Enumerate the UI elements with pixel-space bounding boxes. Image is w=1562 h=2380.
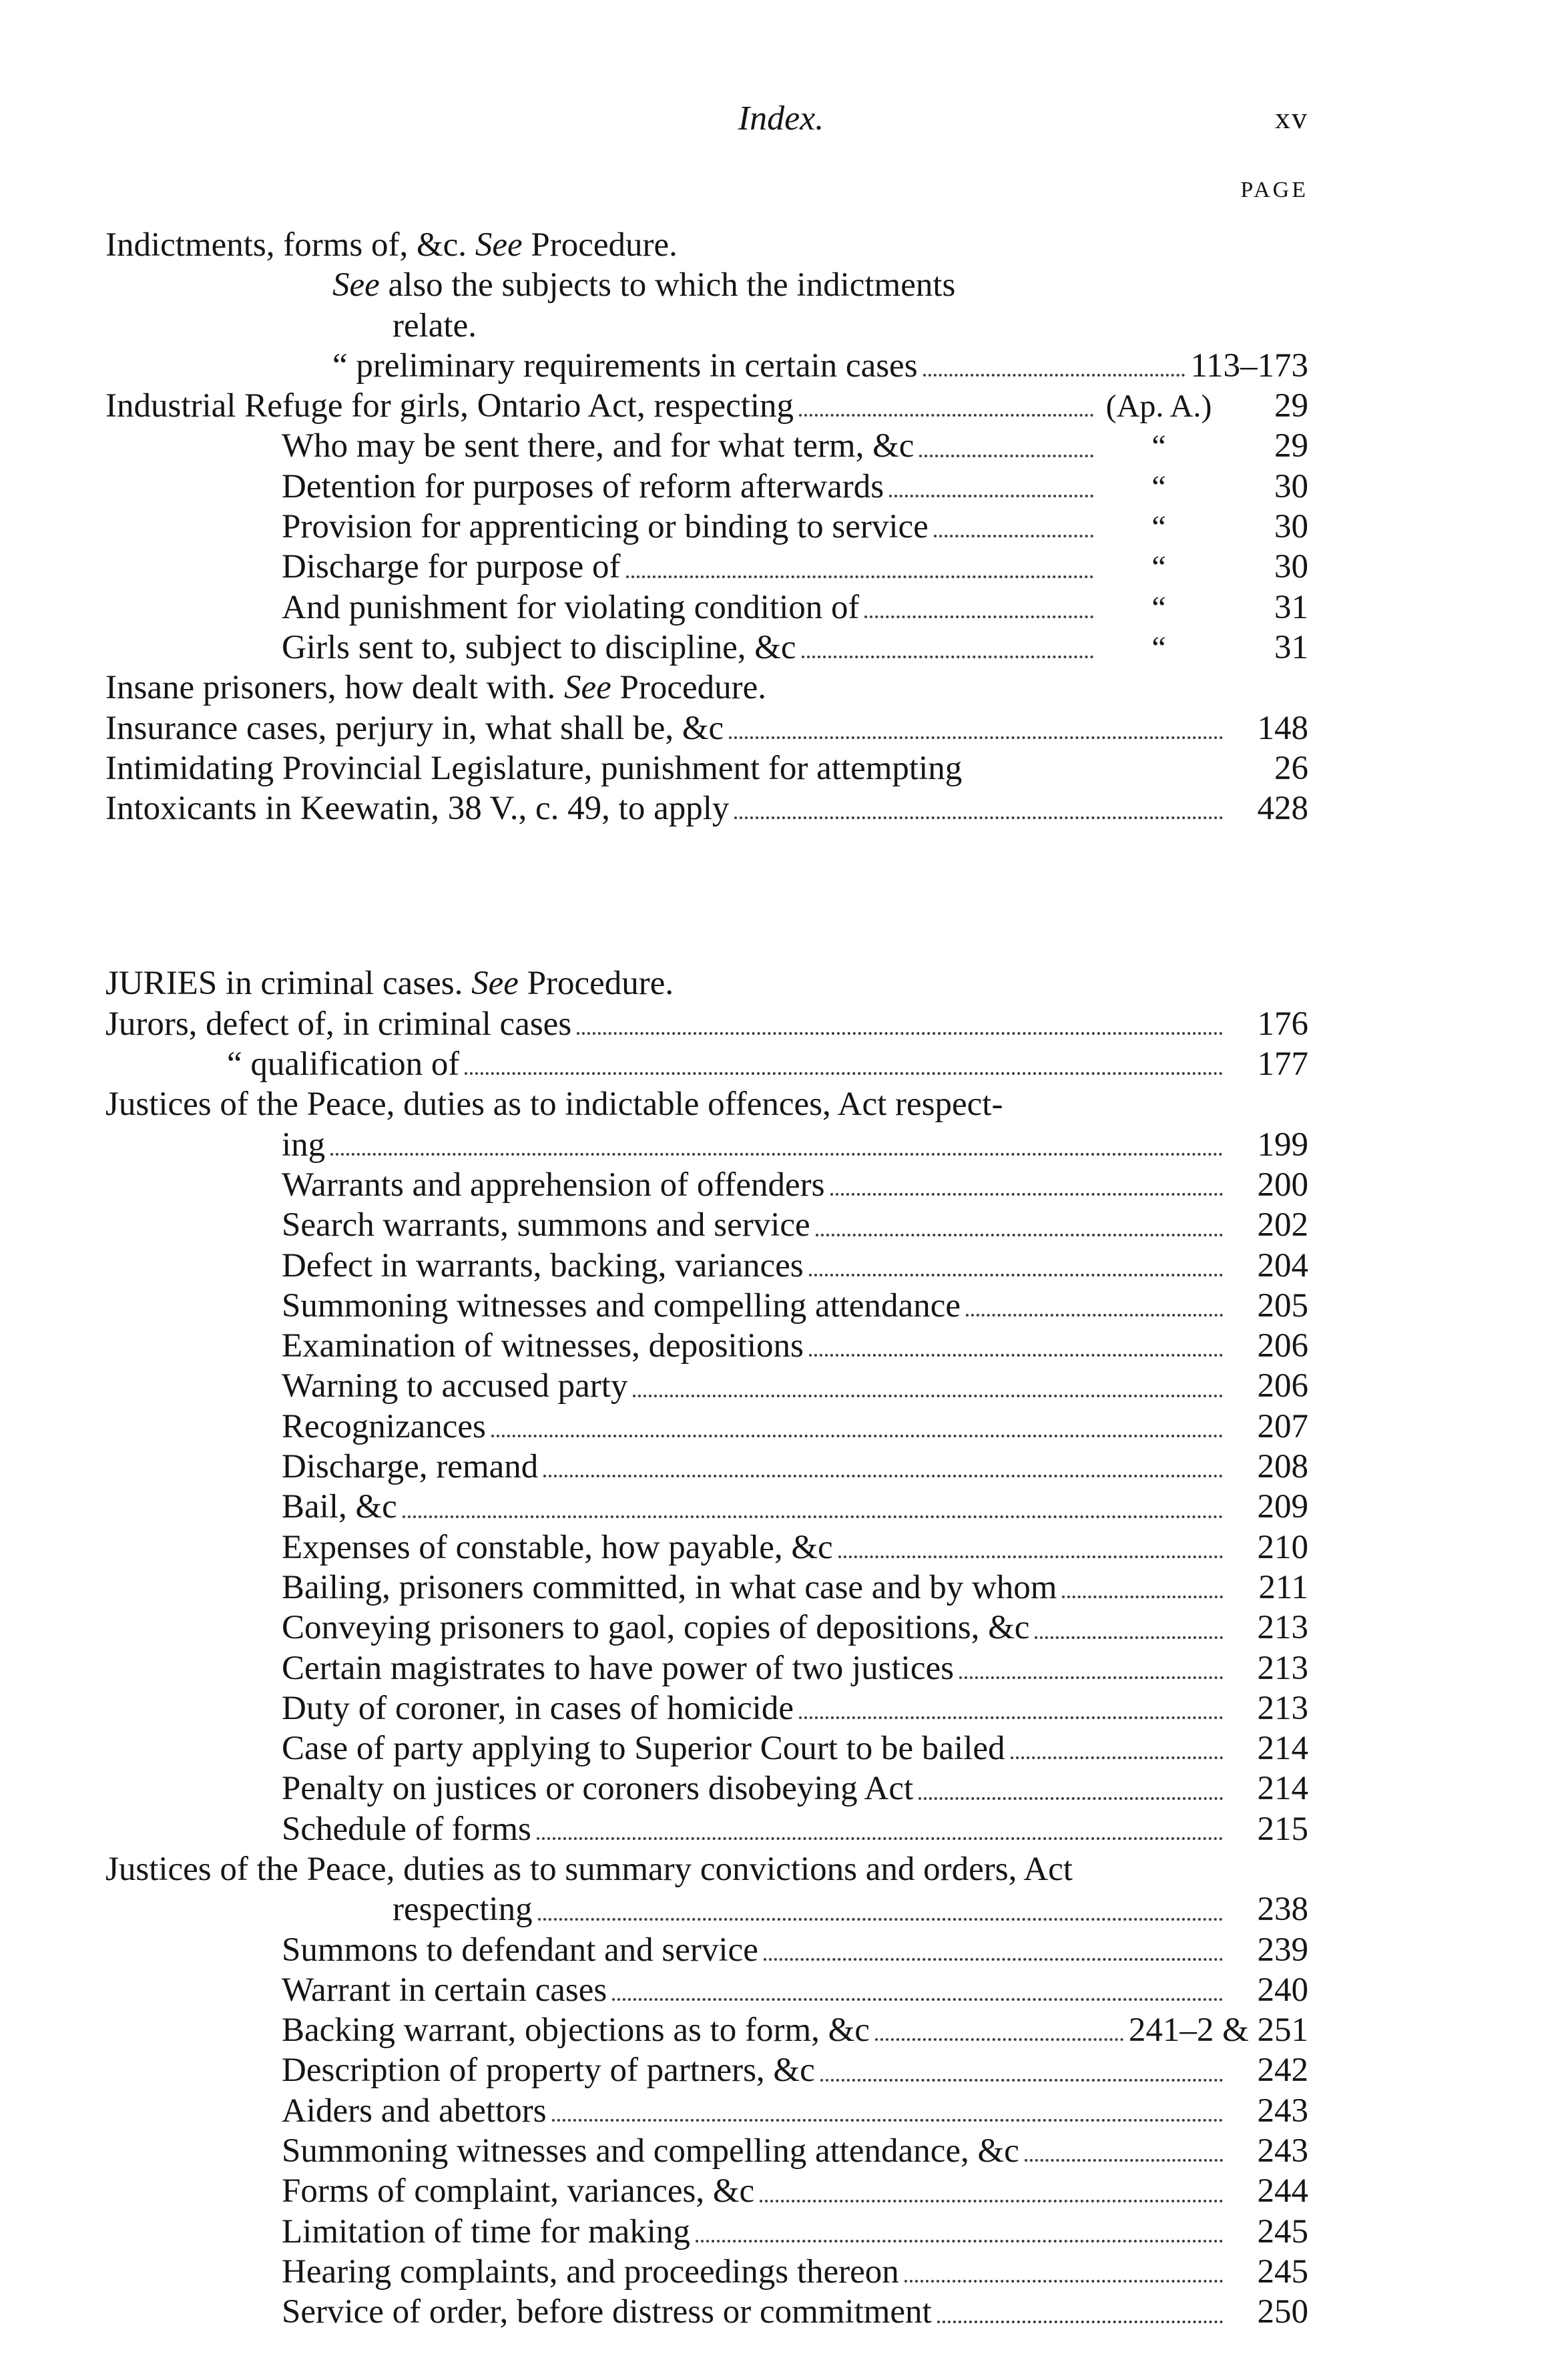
dot-leader — [1035, 1636, 1223, 1639]
entry-heading: Defect in warrants, backing, variances — [282, 1246, 804, 1284]
entry-heading: relate. — [393, 306, 477, 344]
dot-leader — [612, 1998, 1223, 2001]
dot-leader — [809, 1274, 1223, 1276]
dot-leader — [809, 1354, 1223, 1357]
entry-text — [282, 2050, 815, 2090]
dot-leader — [543, 1475, 1223, 1477]
dot-leader — [403, 1515, 1223, 1518]
index-entry — [105, 1849, 1308, 1889]
entry-text — [282, 1568, 1057, 1608]
entry-heading: Conveying prisoners to gaol, copies of depositions, &c — [282, 1609, 1030, 1647]
dot-leader — [937, 2321, 1223, 2323]
entry-heading: Warrant in certain cases — [282, 1971, 607, 2009]
entry-text — [282, 1326, 804, 1366]
index-entry — [105, 1044, 1308, 1084]
entry-page-number: 214 — [1257, 1730, 1308, 1768]
dot-leader — [734, 816, 1223, 819]
entry-page-number: 30 — [1274, 548, 1308, 586]
dot-leader — [1062, 1596, 1223, 1598]
entry-heading: respecting — [393, 1891, 533, 1929]
dot-leader — [919, 1797, 1223, 1800]
entry-page-number: 30 — [1274, 508, 1308, 546]
entry-text — [105, 225, 678, 265]
index-entry — [105, 346, 1308, 386]
entry-heading: Warning to accused party — [282, 1367, 628, 1405]
entry-page-number: 213 — [1257, 1649, 1308, 1687]
entry-page-number: 244 — [1257, 2172, 1308, 2210]
dot-leader — [904, 2280, 1223, 2283]
entry-heading: Indictments, forms of, &c. — [105, 226, 467, 264]
entry-text — [282, 1366, 627, 1406]
entry-text — [282, 1809, 531, 1849]
entry-heading: Schedule of forms — [282, 1810, 531, 1848]
index-entry — [105, 1889, 1308, 1929]
entry-text — [282, 1930, 758, 1970]
entry-text — [105, 668, 766, 708]
index-entry — [105, 386, 1308, 426]
entry-page-number: 202 — [1257, 1206, 1308, 1244]
entry-page-number: 31 — [1274, 628, 1308, 666]
entry-heading: Discharge, remand — [282, 1448, 539, 1486]
index-entry — [105, 1125, 1308, 1165]
entry-heading: Provision for apprenticing or binding to service — [282, 508, 929, 546]
entry-text — [282, 467, 884, 507]
see-reference: See — [563, 669, 611, 707]
entry-page-number: 206 — [1257, 1327, 1308, 1365]
index-entry — [105, 1004, 1308, 1044]
index-entry — [105, 1930, 1308, 1970]
entry-heading: Jurors, defect of, in criminal cases — [105, 1005, 572, 1043]
entry-heading: And punishment for violating condition of — [282, 588, 860, 626]
dot-leader — [919, 455, 1093, 457]
entry-page-number: 243 — [1257, 2132, 1308, 2170]
entry-page-number: 239 — [1257, 1931, 1308, 1969]
entry-page-number: 31 — [1274, 588, 1308, 626]
entry-heading: Intoxicants in Keewatin, 38 V., c. 49, to apply — [105, 790, 730, 828]
entry-heading: Aiders and abettors — [282, 2092, 547, 2130]
entry-text — [282, 2171, 754, 2211]
entry-page-number: 245 — [1257, 2212, 1308, 2250]
entry-page-number: 238 — [1257, 1891, 1308, 1929]
entry-page-number: 250 — [1257, 2293, 1308, 2331]
entry-heading: Summoning witnesses and compelling attendance — [282, 1286, 961, 1325]
dot-leader — [802, 656, 1093, 658]
entry-text — [282, 507, 929, 547]
appendix-reference: “ — [1151, 549, 1166, 585]
entry-text — [105, 963, 674, 1003]
entry-text — [105, 748, 962, 788]
index-entry — [105, 1688, 1308, 1728]
index-entry — [105, 426, 1308, 466]
entry-text — [105, 788, 729, 828]
entry-page-number: 113–173 — [1190, 346, 1308, 385]
entry-page-number: 207 — [1257, 1407, 1308, 1445]
entry-text — [282, 1447, 538, 1487]
index-entry — [105, 507, 1308, 547]
entry-text — [282, 1286, 961, 1326]
index-entry — [105, 1768, 1308, 1809]
index-entry — [105, 1084, 1308, 1124]
entry-heading: Recognizances — [282, 1407, 486, 1445]
entry-heading: Summoning witnesses and compelling attendance, &c — [282, 2132, 1019, 2170]
entry-heading: Summons to defendant and service — [282, 1931, 758, 1969]
index-entry — [105, 1608, 1308, 1648]
dot-leader — [830, 1193, 1224, 1196]
entry-heading: Bailing, prisoners committed, in what case and by whom — [282, 1568, 1057, 1606]
dot-leader — [838, 1556, 1223, 1558]
index-entry — [105, 2212, 1308, 2252]
appendix-reference: “ — [1151, 469, 1166, 505]
entry-heading: Backing warrant, objections as to form, &c — [282, 2011, 870, 2050]
entry-text — [282, 2252, 899, 2292]
dot-leader — [760, 2200, 1223, 2202]
dot-leader — [799, 1716, 1223, 1719]
index-entry — [105, 1286, 1308, 1326]
entry-text — [282, 426, 914, 466]
entry-page-number: 29 — [1274, 387, 1308, 425]
entry-text — [282, 1205, 810, 1245]
entry-page-number: 30 — [1274, 467, 1308, 505]
see-target: Procedure. — [527, 965, 674, 1003]
index-entry — [105, 306, 1308, 346]
entry-text — [393, 1889, 533, 1929]
index-entry — [105, 1447, 1308, 1487]
entry-text — [105, 386, 794, 426]
entry-text — [282, 1246, 804, 1286]
dot-leader — [538, 1918, 1223, 1921]
index-entry — [105, 1366, 1308, 1406]
entry-text — [227, 1044, 459, 1084]
dot-leader — [959, 1676, 1223, 1679]
entry-heading: Discharge for purpose of — [282, 548, 621, 586]
entry-heading: Examination of witnesses, depositions — [282, 1327, 804, 1365]
index-entry — [105, 1407, 1308, 1447]
running-title: Index. — [738, 99, 824, 138]
index-entry — [105, 225, 1308, 265]
index-entry — [105, 668, 1308, 708]
dot-leader — [633, 1395, 1223, 1397]
entry-text — [282, 628, 796, 668]
dot-leader — [875, 2038, 1123, 2041]
appendix-reference: (Ap. A.) — [1105, 389, 1212, 425]
index-entry — [105, 1568, 1308, 1608]
entry-page-number: 200 — [1257, 1166, 1308, 1204]
entry-text — [282, 1648, 954, 1688]
entry-text — [282, 2212, 690, 2252]
entry-page-number: 215 — [1257, 1810, 1308, 1848]
entry-heading: Forms of complaint, variances, &c — [282, 2172, 755, 2210]
dot-leader — [864, 616, 1093, 618]
dot-leader — [491, 1435, 1223, 1437]
entry-text — [105, 1004, 571, 1044]
see-reference: See — [332, 266, 380, 304]
index-entry — [105, 1165, 1308, 1205]
entry-text — [282, 1728, 1005, 1768]
index-entry — [105, 265, 1308, 305]
dot-leader — [820, 2079, 1223, 2082]
index-entry — [105, 2252, 1308, 2292]
dot-leader — [626, 575, 1094, 578]
page-column-label: PAGE — [1240, 178, 1308, 202]
entry-heading: Duty of coroner, in cases of homicide — [282, 1689, 794, 1727]
dot-leader — [1011, 1756, 1223, 1759]
appendix-reference: “ — [1151, 509, 1166, 545]
entry-heading: Justices of the Peace, duties as to summary convictions and orders, Act — [105, 1850, 1073, 1888]
dot-leader — [934, 535, 1093, 537]
dot-leader — [816, 1234, 1223, 1236]
entry-heading: Insane prisoners, how dealt with. — [105, 669, 556, 707]
index-entry — [105, 2171, 1308, 2211]
index-entry — [105, 1648, 1308, 1688]
appendix-reference: “ — [1151, 630, 1166, 666]
entry-page-number: 211 — [1258, 1568, 1308, 1606]
dot-leader — [465, 1072, 1223, 1075]
appendix-reference: “ — [1151, 589, 1166, 626]
entry-text — [282, 2091, 547, 2131]
entry-page-number: 243 — [1257, 2092, 1308, 2130]
entry-page-number: 206 — [1257, 1367, 1308, 1405]
index-entry — [105, 788, 1308, 828]
index-entry — [105, 963, 1308, 1003]
index-entry — [105, 2010, 1308, 2050]
entry-page-number: 205 — [1257, 1286, 1308, 1325]
entry-text — [105, 708, 724, 748]
index-entry — [105, 1728, 1308, 1768]
index-entry — [105, 708, 1308, 748]
entry-text — [282, 2131, 1019, 2171]
entry-heading: JURIES in criminal cases. — [105, 965, 463, 1003]
index-entries — [105, 225, 1308, 2333]
entry-heading: “ preliminary requirements in certain cases — [332, 346, 918, 385]
entry-heading: Warrants and apprehension of offenders — [282, 1166, 825, 1204]
entry-text — [282, 1165, 825, 1205]
entry-heading: Penalty on justices or coroners disobeying Act — [282, 1770, 914, 1808]
entry-text — [282, 1608, 1029, 1648]
entry-page-number: 245 — [1257, 2252, 1308, 2291]
entry-heading: Intimidating Provincial Legislature, punishment for attempting — [105, 749, 963, 787]
entry-text — [282, 2292, 932, 2332]
entry-text — [105, 1849, 1073, 1889]
entry-text — [393, 306, 477, 346]
index-entry — [105, 2050, 1308, 2090]
entry-heading: Service of order, before distress or commitment — [282, 2293, 932, 2331]
entry-page-number: 428 — [1257, 790, 1308, 828]
index-entry — [105, 587, 1308, 628]
entry-text — [282, 1487, 397, 1527]
index-entry — [105, 628, 1308, 668]
entry-text — [282, 547, 621, 587]
entry-page-number: 148 — [1257, 709, 1308, 747]
entry-text — [332, 346, 918, 386]
entry-text — [282, 1407, 486, 1447]
dot-leader — [577, 1032, 1223, 1035]
index-entry — [105, 1246, 1308, 1286]
see-target: Procedure. — [531, 226, 678, 264]
see-reference: See — [475, 226, 523, 264]
entry-heading: Expenses of constable, how payable, &c — [282, 1528, 833, 1566]
entry-heading: Hearing complaints, and proceedings thereon — [282, 2252, 899, 2291]
entry-page-number: 208 — [1257, 1448, 1308, 1486]
index-entry — [105, 1809, 1308, 1849]
index-entry — [105, 467, 1308, 507]
entry-heading: “ qualification of — [227, 1045, 460, 1084]
entry-heading: Description of property of partners, &c — [282, 2052, 815, 2090]
entry-page-number: 242 — [1257, 2052, 1308, 2090]
index-entry — [105, 748, 1308, 788]
index-entry — [105, 2292, 1308, 2332]
entry-text — [282, 1970, 607, 2010]
entry-page-number: 213 — [1257, 1609, 1308, 1647]
dot-leader — [799, 414, 1093, 417]
entry-page-number: 241–2 & 251 — [1128, 2011, 1308, 2050]
index-entry — [105, 1205, 1308, 1245]
entry-text — [105, 1084, 1003, 1124]
entry-heading: Justices of the Peace, duties as to indictable offences, Act respect- — [105, 1086, 1003, 1124]
entry-heading: Detention for purposes of reform afterwards — [282, 467, 884, 505]
dot-leader — [889, 495, 1093, 497]
entry-heading: Girls sent to, subject to discipline, &c — [282, 628, 796, 666]
entry-heading: Bail, &c — [282, 1488, 397, 1526]
dot-leader — [966, 1314, 1223, 1317]
entry-page-number: 213 — [1257, 1689, 1308, 1727]
entry-heading: Case of party applying to Superior Court to be bailed — [282, 1730, 1005, 1768]
entry-page-number: 176 — [1257, 1005, 1308, 1043]
index-entry — [105, 1527, 1308, 1568]
entry-page-number: 204 — [1257, 1246, 1308, 1284]
dot-leader — [330, 1153, 1223, 1156]
entry-heading: Who may be sent there, and for what term, &c — [282, 427, 915, 465]
see-target: also the subjects to which the indictments — [388, 266, 956, 304]
appendix-reference: “ — [1151, 429, 1166, 465]
entry-text — [332, 265, 955, 305]
index-entry — [105, 2091, 1308, 2131]
entry-text — [282, 1527, 833, 1568]
entry-heading: ing — [282, 1126, 326, 1164]
entry-page-number: 199 — [1257, 1126, 1308, 1164]
entry-heading: Search warrants, summons and service — [282, 1206, 810, 1244]
dot-leader — [696, 2240, 1223, 2242]
dot-leader — [729, 736, 1223, 739]
entry-page-number: 29 — [1274, 427, 1308, 465]
entry-text — [282, 587, 859, 628]
index-entry — [105, 2131, 1308, 2171]
index-entry — [105, 1487, 1308, 1527]
entry-page-number: 177 — [1257, 1045, 1308, 1084]
dot-leader — [537, 1837, 1223, 1840]
entry-page-number: 210 — [1257, 1528, 1308, 1566]
entry-text — [282, 1768, 913, 1809]
entry-text — [282, 1688, 794, 1728]
dot-leader — [764, 1958, 1223, 1961]
entry-heading: Certain magistrates to have power of two justices — [282, 1649, 954, 1687]
dot-leader — [923, 374, 1186, 377]
index-entry — [105, 1326, 1308, 1366]
entry-page-number: 209 — [1257, 1488, 1308, 1526]
entry-page-number: 26 — [1274, 749, 1308, 787]
dot-leader — [1025, 2159, 1223, 2162]
dot-leader — [967, 776, 1223, 779]
entry-text — [282, 1125, 325, 1165]
index-entry — [105, 547, 1308, 587]
dot-leader — [552, 2119, 1223, 2122]
entry-text — [282, 2010, 870, 2050]
entry-page-number: 214 — [1257, 1770, 1308, 1808]
entry-heading: Limitation of time for making — [282, 2212, 690, 2250]
see-target: Procedure. — [619, 669, 766, 707]
entry-heading: Insurance cases, perjury in, what shall be, &c — [105, 709, 724, 747]
entry-heading: Industrial Refuge for girls, Ontario Act, respecting — [105, 387, 794, 425]
index-entry — [105, 1970, 1308, 2010]
page-number: xv — [1275, 101, 1308, 135]
see-reference: See — [471, 965, 519, 1003]
entry-page-number: 240 — [1257, 1971, 1308, 2009]
